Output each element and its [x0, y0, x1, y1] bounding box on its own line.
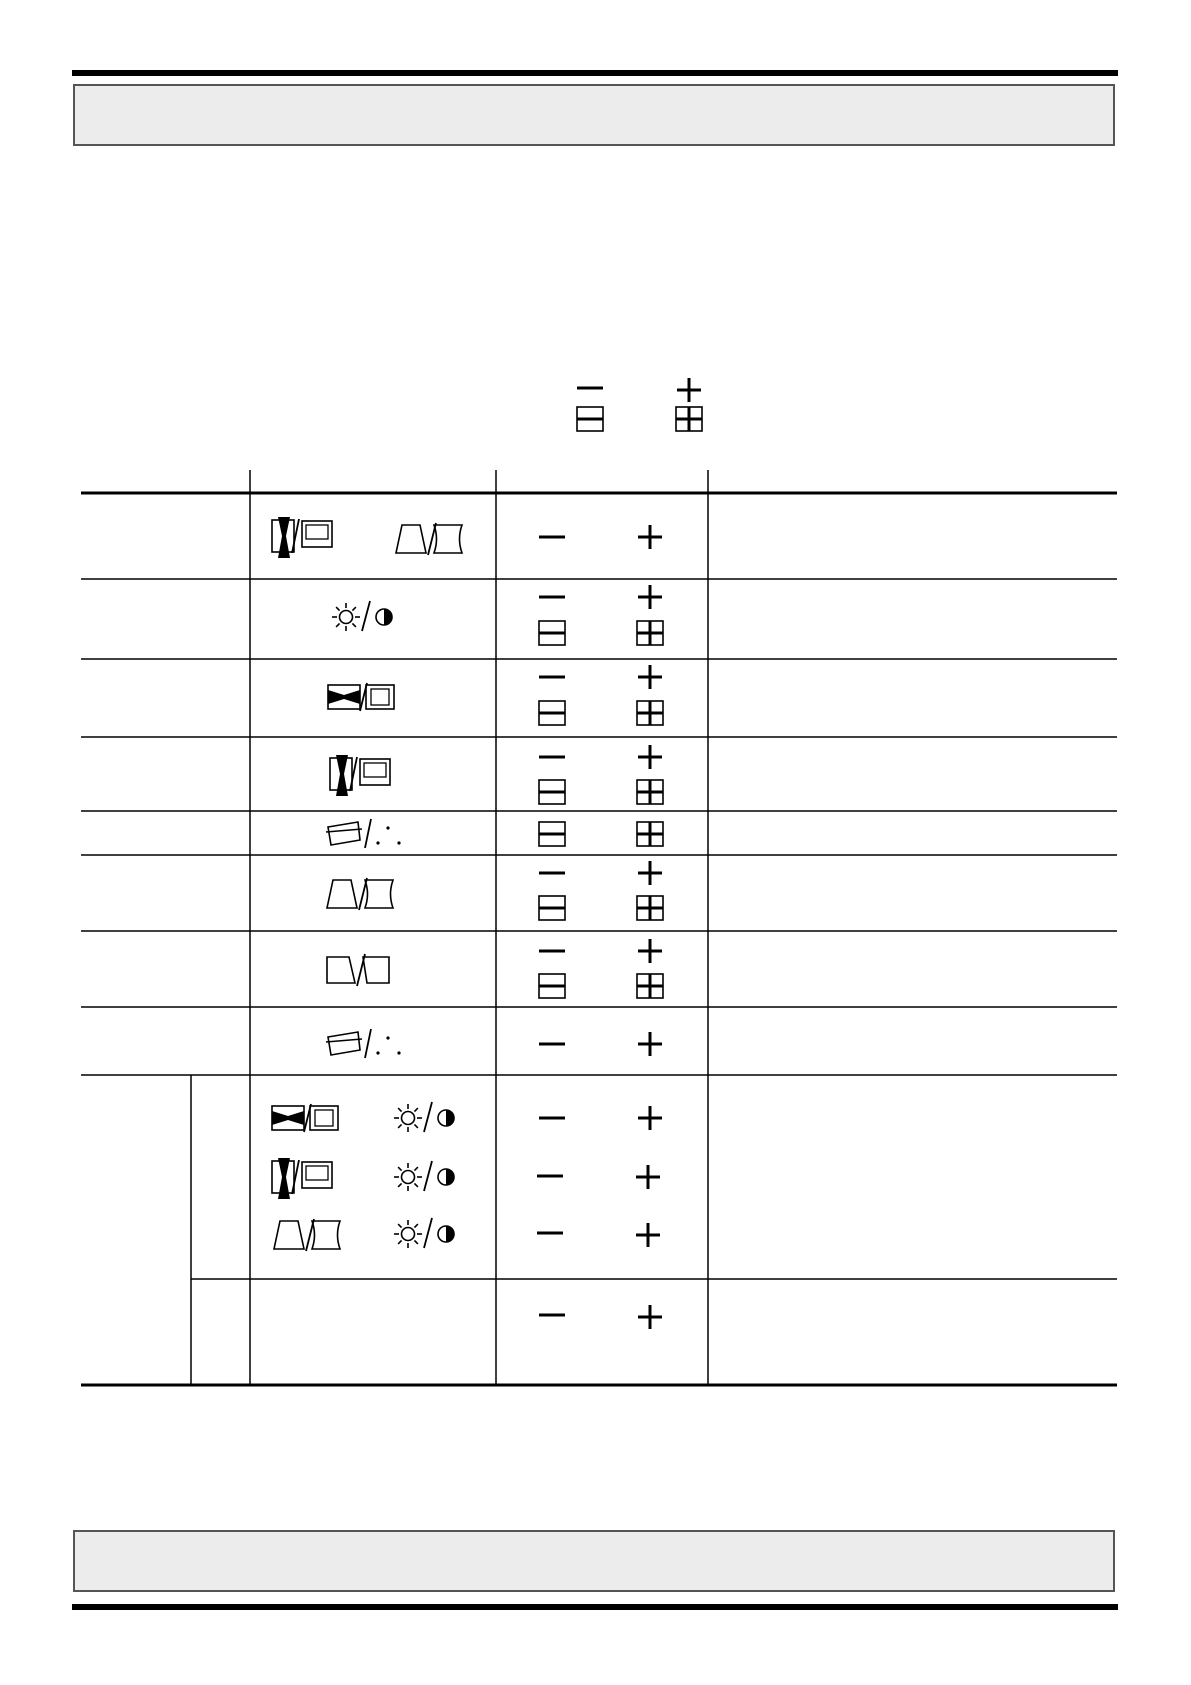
legend — [577, 378, 702, 431]
plus-box-icon — [637, 780, 663, 804]
pincushion-icon — [272, 1158, 332, 1199]
plus-icon — [638, 585, 662, 609]
legend-plus-icon — [677, 378, 701, 402]
minus-box-icon — [539, 701, 565, 725]
plus-icon — [638, 861, 662, 885]
bottom-rule — [72, 1604, 1118, 1610]
table-row — [326, 1029, 662, 1058]
plus-icon — [638, 1305, 662, 1329]
vertical-size-icon — [330, 755, 390, 796]
plus-box-icon — [637, 701, 663, 725]
table-row — [327, 939, 663, 998]
table-row — [332, 585, 663, 645]
brightness-contrast-icon — [394, 1161, 454, 1191]
plus-icon — [638, 1032, 662, 1056]
table-row — [272, 517, 662, 558]
minus-box-icon — [539, 896, 565, 920]
plus-box-icon — [637, 896, 663, 920]
brightness-contrast-icon — [394, 1218, 454, 1248]
plus-icon — [638, 665, 662, 689]
table-row — [539, 1305, 662, 1329]
plus-box-icon — [637, 974, 663, 998]
table-row — [327, 861, 663, 920]
footer-banner — [73, 1530, 1115, 1592]
horizontal-size-icon — [328, 683, 394, 711]
plus-icon — [638, 525, 662, 549]
parallelogram-icon — [327, 954, 389, 986]
legend-plus-box-icon — [676, 407, 702, 431]
plus-icon — [638, 939, 662, 963]
table-row — [272, 1102, 662, 1251]
trapezoid-icon — [396, 523, 462, 555]
minus-box-icon — [539, 974, 565, 998]
minus-box-icon — [539, 822, 565, 846]
table-row — [326, 819, 663, 848]
plus-icon — [638, 1106, 662, 1130]
trapezoid-icon — [327, 878, 393, 910]
horizontal-size-icon — [272, 1104, 338, 1132]
plus-box-icon — [637, 621, 663, 645]
rotation-icon — [326, 1029, 401, 1058]
plus-box-icon — [637, 822, 663, 846]
minus-box-icon — [539, 780, 565, 804]
plus-icon — [636, 1165, 660, 1189]
legend-minus-box-icon — [577, 407, 603, 431]
trapezoid-icon — [274, 1219, 340, 1251]
minus-box-icon — [539, 621, 565, 645]
brightness-contrast-icon — [332, 601, 392, 631]
plus-icon — [636, 1223, 660, 1247]
rotation-icon — [326, 819, 401, 848]
brightness-contrast-icon — [394, 1102, 454, 1132]
table-grid — [81, 470, 1117, 1385]
pincushion-icon — [272, 517, 332, 558]
plus-icon — [638, 745, 662, 769]
